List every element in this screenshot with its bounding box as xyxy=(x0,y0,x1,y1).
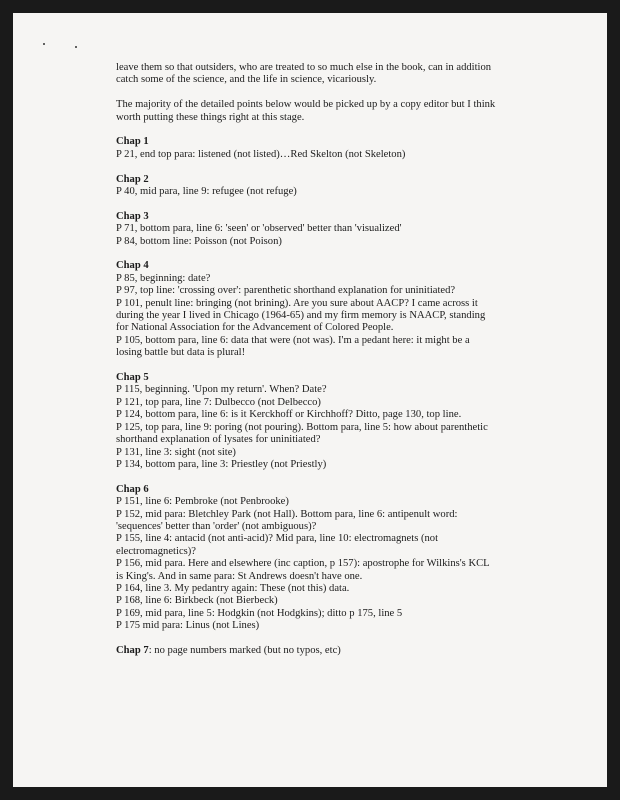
correction-line: P 152, mid para: Bletchley Park (not Hall). Bottom para, line 6: antipenult word: 'sequences' better than 'order' (not ambiguous)? xyxy=(116,508,458,532)
page-speck xyxy=(43,43,45,45)
chapter-heading: Chap 2 xyxy=(116,173,149,185)
page-speck xyxy=(75,46,77,48)
correction-line: P 169, mid para, line 5: Hodgkin (not Hodgkins); ditto p 175, line 5 xyxy=(116,607,403,619)
correction-line: P 155, line 4: antacid (not anti-acid)? Mid para, line 10: electromagnets (not electromagnetics)? xyxy=(116,533,439,557)
correction-line: P 21, end top para: listened (not listed)…Red Skelton (not Skeleton) xyxy=(116,148,406,160)
intro-paragraph: leave them so that outsiders, who are treated to so much else in the book, can in addition catch some of the science, and the life in science, vicariously. xyxy=(116,62,492,86)
chapter-heading: Chap 7 xyxy=(116,644,149,656)
correction-line: P 168, line 6: Birkbeck (not Bierbeck) xyxy=(116,595,278,607)
chapter-section xyxy=(116,372,496,471)
chapter-heading: Chap 5 xyxy=(116,372,149,384)
chapter-section xyxy=(116,260,496,359)
chapter-section xyxy=(116,136,496,161)
correction-line: P 40, mid para, line 9: refugee (not refuge) xyxy=(116,186,297,198)
chapter-heading: Chap 1 xyxy=(116,136,149,148)
chapter-section xyxy=(116,484,496,633)
correction-line: : no page numbers marked (but no typos, etc) xyxy=(148,644,341,656)
correction-line: P 156, mid para. Here and elsewhere (inc caption, p 157): apostrophe for Wilkins's KCL is King's. And in same para: St Andrews doesn't have one. xyxy=(116,558,490,582)
correction-line: P 131, line 3: sight (not site) xyxy=(116,446,236,458)
correction-line: P 101, penult line: bringing (not brining). Are you sure about AACP? I came across it during the year I lived in Chicago (1964-65) and my firm memory is NAACP, standing for National Association for the Advancement of Colored People. xyxy=(116,297,486,334)
chapter-heading: Chap 6 xyxy=(116,483,149,495)
correction-line: P 151, line 6: Pembroke (not Penbrooke) xyxy=(116,496,289,508)
correction-line: P 125, top para, line 9: poring (not pouring). Bottom para, line 5: how about parenthetic shorthand explanation of lysates for uninitiated? xyxy=(116,421,488,446)
correction-line: P 115, beginning. 'Upon my return'. When? Date? xyxy=(116,384,327,396)
document-body xyxy=(116,62,496,670)
intro-paragraph: The majority of the detailed points below would be picked up by a copy editor but I think worth putting these things right at this stage. xyxy=(116,99,496,123)
chapter-section xyxy=(116,174,496,199)
correction-line: P 105, bottom para, line 6: data that were (not was). I'm a pedant here: it might be a losing battle but data is plural! xyxy=(116,334,470,359)
correction-line: P 175 mid para: Linus (not Lines) xyxy=(116,620,260,632)
correction-line: P 134, bottom para, line 3: Priestley (not Priestly) xyxy=(116,458,327,470)
chapter-heading: Chap 3 xyxy=(116,210,149,222)
correction-line: P 84, bottom line: Poisson (not Poison) xyxy=(116,235,282,247)
correction-line: P 121, top para, line 7: Dulbecco (not Delbecco) xyxy=(116,396,321,408)
chapter-heading: Chap 4 xyxy=(116,260,149,272)
correction-line: P 97, top line: 'crossing over': parenthetic shorthand explanation for uninitiated? xyxy=(116,285,456,297)
correction-line: P 124, bottom para, line 6: is it Kerckhoff or Kirchhoff? Ditto, page 130, top line. xyxy=(116,409,462,421)
correction-line: P 164, line 3. My pedantry again: These (not this) data. xyxy=(116,582,350,594)
chapter-section xyxy=(116,645,496,657)
chapter-section xyxy=(116,211,496,248)
correction-line: P 71, bottom para, line 6: 'seen' or 'observed' better than 'visualized' xyxy=(116,223,402,235)
correction-line: P 85, beginning: date? xyxy=(116,272,211,284)
